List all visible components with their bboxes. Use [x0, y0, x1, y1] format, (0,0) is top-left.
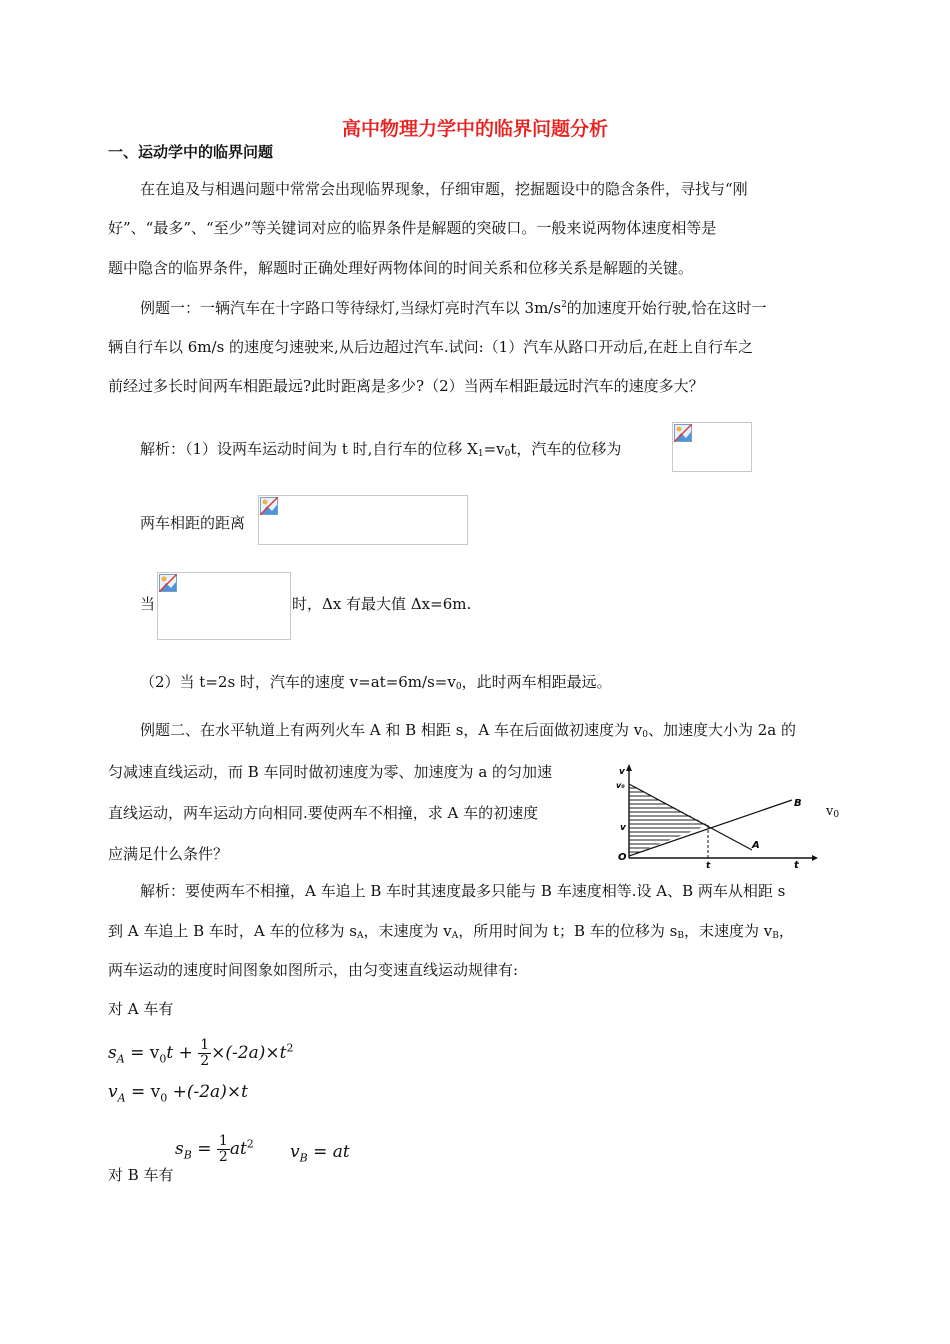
analysis1-line-3b: 时，Δx 有最大值 Δx=6m. [292, 595, 472, 613]
analysis2-line-3: 两车运动的速度时间图象如图所示，由匀变速直线运动规律有: [108, 961, 519, 979]
for-a-label: 对 A 车有 [108, 1000, 174, 1018]
graph-v-label: v [620, 823, 626, 833]
graph-origin-label: O [618, 852, 627, 863]
analysis1-line-3a: 当 [140, 595, 156, 613]
example2-line-4: 应满足什么条件？ [108, 845, 229, 863]
equation-vb: $v_B$ = at [290, 1142, 350, 1165]
velocity-time-graph [612, 762, 818, 870]
page-title: 高中物理力学中的临界问题分析 [341, 118, 608, 140]
example2-line-3: 直线运动，两车运动方向相同.要使两车不相撞，求 A 车的初速度 [108, 804, 539, 822]
equation-sb: $s_B$ = $\frac{1}{2}$ $at^2$ [175, 1133, 254, 1165]
example2-v0-label: $v_0$ [826, 804, 840, 820]
example1-line-1: 例题一：一辆汽车在十字路口等待绿灯,当绿灯亮时汽车以 $3m/s^2$的加速度开始行驶,恰在这时一 [140, 299, 767, 317]
graph-line-b-label: B [794, 798, 802, 809]
intro-line-1: 在在追及与相遇问题中常常会出现临界现象，仔细审题，挖掘题设中的隐含条件，寻找与“刚 [140, 180, 748, 198]
formula-image-placeholder [672, 422, 752, 472]
intro-line-2: 好”、“最多”、“至少”等关键词对应的临界条件是解题的突破口。一般来说两物体速度相等是 [108, 219, 717, 237]
analysis1-line-2: 两车相距的距离 [140, 514, 246, 532]
section-heading: 一、运动学中的临界问题 [108, 143, 274, 161]
analysis2-line-1: 解析：要使两车不相撞，A 车追上 B 车时其速度最多只能与 B 车速度相等.设 A、B 两车从相距 s [140, 882, 786, 900]
intro-line-3: 题中隐含的临界条件，解题时正确处理好两物体间的时间关系和位移关系是解题的关键。 [108, 259, 694, 277]
graph-line-a-label: A [752, 840, 760, 851]
analysis1-line-1: 解析：（1）设两车运动时间为 t 时,自行车的位移 $X_1=v_0t$，汽车的位移为 [140, 440, 622, 459]
broken-image-icon [260, 497, 278, 515]
formula-image-placeholder [258, 495, 468, 545]
analysis2-line-2: 到 A 车追上 B 车时，A 车的位移为 $s_A$，末速度为 $v_A$，所用时间为 t；B 车的位移为 $s_B$，末速度为 $v_B$， [108, 922, 794, 941]
equation-sa: $s_A = v_0t$ + $\frac{1}{2}$ $\times(-2a)\times t^2$ [108, 1037, 294, 1069]
t-axis-arrow [812, 855, 818, 861]
graph-v0-label: v₀ [616, 781, 625, 790]
formula-image-placeholder [157, 572, 291, 640]
broken-image-icon [674, 424, 692, 442]
graph-t-axis-label: t [794, 860, 799, 870]
example1-line-3: 前经过多长时间两车相距最远?此时距离是多少?（2）当两车相距最远时汽车的速度多大？ [108, 377, 704, 395]
v-axis-arrow [626, 764, 632, 771]
analysis1-line-4: （2）当 t=2s 时，汽车的速度 $v=at=6m/s=v_0$，此时两车相距最远。 [140, 673, 612, 692]
equation-va: $v_A = v_0 +(-2a)\times t$ [108, 1082, 248, 1105]
example2-line-1: 例题二、在水平轨道上有两列火车 A 和 B 相距 s，A 车在后面做初速度为 $v_0$、加速度大小为 2a 的 [140, 721, 797, 740]
for-b-label: 对 B 车有 [108, 1166, 174, 1184]
example1-line-2: 辆自行车以 6m/s 的速度匀速驶来,从后边超过汽车.试问:（1）汽车从路口开动后,在赶上自行车之 [108, 338, 753, 356]
broken-image-icon [159, 574, 177, 592]
graph-v-axis-label: v [619, 767, 625, 777]
example2-line-2: 匀减速直线运动，而 B 车同时做初速度为零、加速度为 a 的匀加速 [108, 763, 553, 781]
graph-t-mark: t [706, 861, 711, 870]
